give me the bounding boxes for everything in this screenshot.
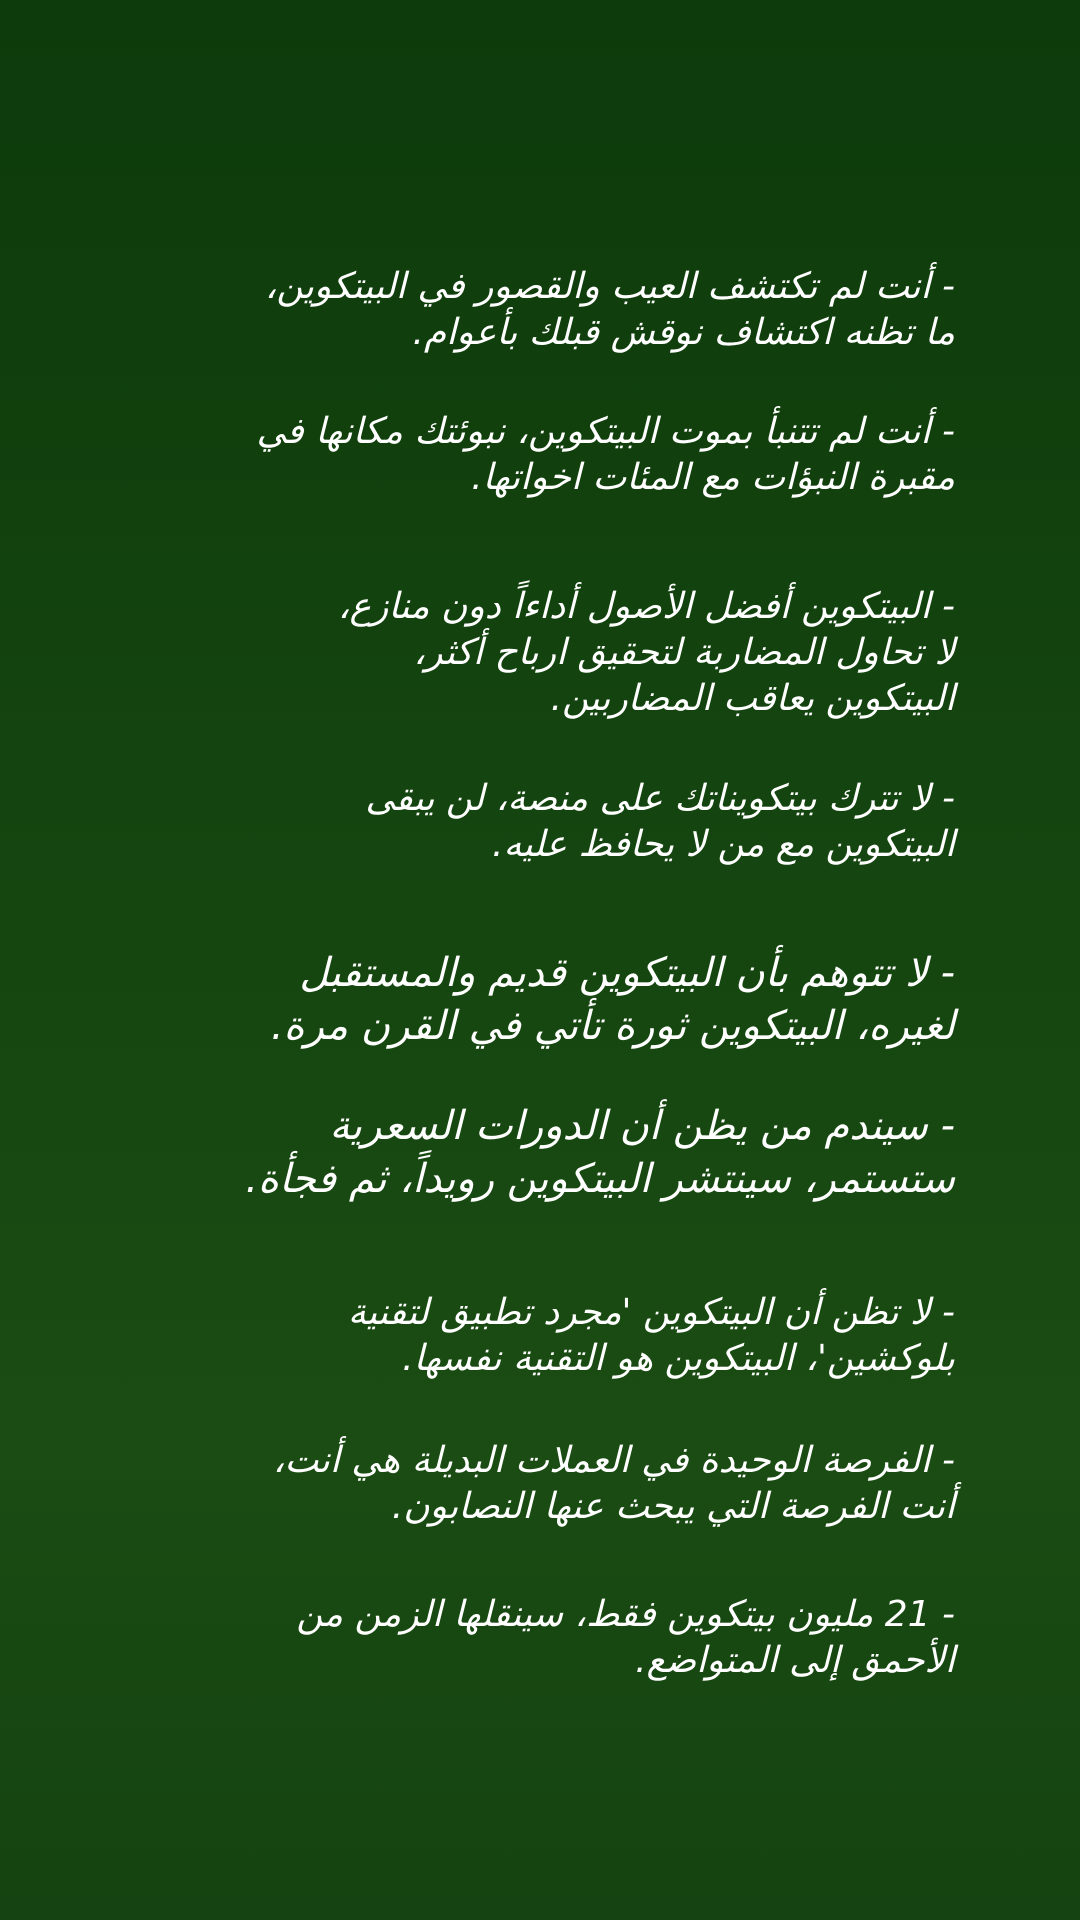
paragraph-9-line-2: الأحمق إلى المتواضع. [635,1640,955,1681]
paragraph-5-line-1: - لا تتوهم بأن البيتكوين قديم والمستقبل [299,950,955,996]
paragraph-5-line-2: لغيره، البيتكوين ثورة تأتي في القرن مرة. [270,1003,955,1049]
paragraph-4-line-1: - لا تترك بيتكويناتك على منصة، لن يبقى [365,778,955,819]
paragraph-6-line-2: ستستمر، سينتشر البيتكوين رويداً، ثم فجأة. [245,1156,955,1202]
paragraph-7 [348,1290,955,1382]
paragraph-8 [273,1438,955,1530]
paragraph-8-line-1: - الفرصة الوحيدة في العملات البديلة هي أنت، [272,1440,955,1481]
paragraph-9 [296,1592,955,1684]
paragraph-1-line-1: - أنت لم تكتشف العيب والقصور في البيتكوين، [264,266,955,307]
paragraph-2-line-1: - أنت لم تتنبأ بموت البيتكوين، نبوئتك مكانها في [256,411,955,452]
paragraph-6-line-1: - سيندم من يظن أن الدورات السعرية [329,1103,955,1149]
paragraph-6 [245,1100,955,1206]
paragraph-4 [365,776,955,868]
paragraph-3-line-2: لا تحاول المضاربة لتحقيق ارباح أكثر، [413,632,955,673]
paragraph-2 [257,409,955,501]
paragraph-5 [271,947,955,1053]
paragraph-1-line-2: ما تظنه اكتشاف نوقش قبلك بأعوام. [412,312,955,353]
paragraph-3-line-3: البيتكوين يعاقب المضاربين. [550,678,955,719]
paragraph-3-line-1: - البيتكوين أفضل الأصول أداءاً دون منازع، [337,586,955,627]
paragraph-7-line-2: بلوكشين'، البيتكوين هو التقنية نفسها. [402,1338,955,1379]
paragraph-2-line-2: مقبرة النبؤات مع المئات اخواتها. [471,457,955,498]
paragraph-1 [265,264,955,356]
paragraph-9-line-1: - 21 مليون بيتكوين فقط، سينقلها الزمن من [296,1594,955,1635]
paragraph-8-line-2: أنت الفرصة التي يبحث عنها النصابون. [391,1486,955,1527]
paragraph-4-line-2: البيتكوين مع من لا يحافظ عليه. [492,824,955,865]
paragraph-7-line-1: - لا تظن أن البيتكوين 'مجرد تطبيق لتقنية [347,1292,955,1333]
paragraph-3 [338,584,955,722]
